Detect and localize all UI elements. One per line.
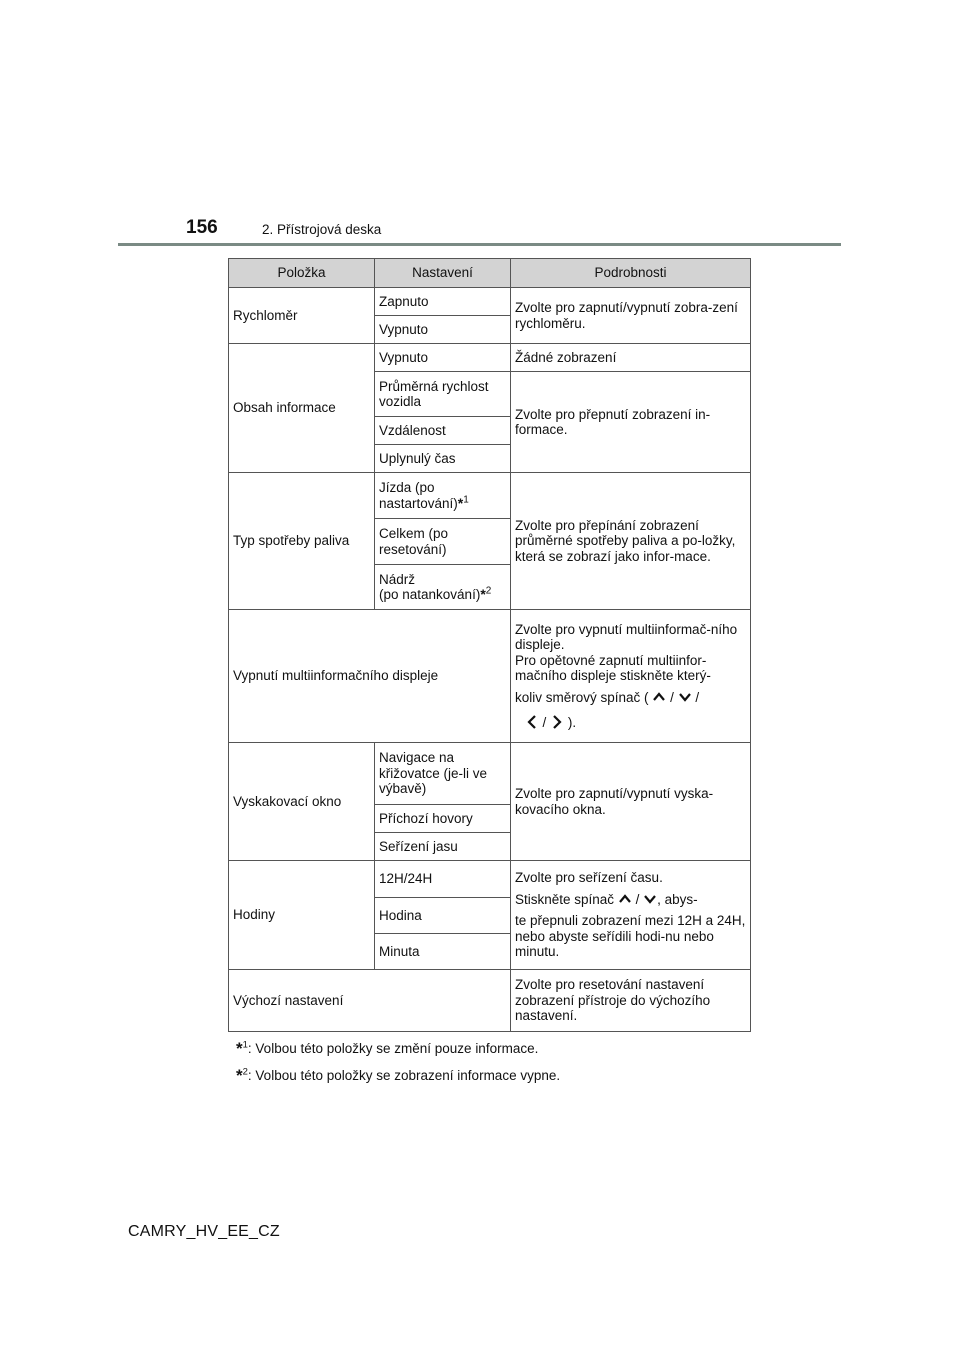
table-row xyxy=(229,970,751,1032)
setting-cell: Seřízení jasu xyxy=(375,833,511,861)
column-header: Položka xyxy=(229,259,375,288)
setting-cell: 12H/24H xyxy=(375,861,511,898)
details-cell xyxy=(511,610,751,743)
chevron-up-icon xyxy=(652,690,666,704)
chevron-right-icon xyxy=(550,715,564,729)
table-row xyxy=(229,861,751,898)
footnote-mark: * xyxy=(236,1066,243,1085)
item-cell: Obsah informace xyxy=(229,344,375,473)
details-text: koliv směrový spínač ( xyxy=(515,689,649,705)
column-header: Podrobnosti xyxy=(511,259,751,288)
setting-cell: Průměrná rychlost vozidla xyxy=(375,372,511,417)
setting-label: (po natankování) xyxy=(379,587,481,602)
table-row xyxy=(229,743,751,805)
details-cell: Žádné zobrazení xyxy=(511,344,751,372)
chevron-left-icon xyxy=(525,715,539,729)
table-row xyxy=(229,610,751,743)
details-text: Pro opětovné zapnutí multiinfor-mačního displeje stiskněte který- xyxy=(515,652,711,683)
details-cell: Zvolte pro přepínání zobrazení průměrné spotřeby paliva a po-ložky, která se zobrazí jako infor-mace. xyxy=(511,473,751,610)
footnote-mark: * xyxy=(480,586,486,602)
details-text: te přepnuli zobrazení mezi 12H a 24H, nebo abyste seřídili hodi-nu nebo minutu. xyxy=(515,913,746,960)
setting-cell: Hodina xyxy=(375,898,511,934)
page-number: 156 xyxy=(186,217,218,238)
column-header: Nastavení xyxy=(375,259,511,288)
item-cell: Výchozí nastavení xyxy=(229,970,511,1032)
details-text: Zvolte pro seřízení času. xyxy=(515,870,663,886)
setting-label: Jízda (po nastartování) xyxy=(379,480,458,511)
separator: / xyxy=(635,891,640,907)
footnote-text: : Volbou této položky se změní pouze informace. xyxy=(247,1041,539,1056)
details-cell xyxy=(511,861,751,970)
details-cell: Zvolte pro zapnutí/vypnutí zobra-zení rychloměru. xyxy=(511,288,751,344)
setting-label: Nádrž xyxy=(379,571,416,587)
document-id: CAMRY_HV_EE_CZ xyxy=(128,1223,280,1240)
setting-cell: Zapnuto xyxy=(375,288,511,316)
header-rule xyxy=(118,243,841,246)
item-cell: Hodiny xyxy=(229,861,375,970)
setting-cell: Minuta xyxy=(375,934,511,970)
setting-cell: Vypnuto xyxy=(375,316,511,344)
footnote-number: 2 xyxy=(485,585,492,597)
table-row xyxy=(229,288,751,316)
chevron-down-icon xyxy=(643,892,657,906)
details-text: Stiskněte spínač xyxy=(515,891,615,907)
details-text: ). xyxy=(567,715,577,730)
footnote-number: 2 xyxy=(242,1066,248,1078)
footnote-mark: * xyxy=(457,494,464,511)
settings-table xyxy=(228,258,751,1032)
item-cell: Rychloměr xyxy=(229,288,375,344)
item-cell: Vyskakovací okno xyxy=(229,743,375,861)
setting-cell xyxy=(375,473,511,519)
footnote-2 xyxy=(236,1066,560,1086)
table-row xyxy=(229,344,751,372)
footnote-number: 1 xyxy=(463,494,469,505)
item-cell: Vypnutí multiinformačního displeje xyxy=(229,610,511,743)
footnote-number: 1 xyxy=(242,1039,248,1051)
details-text: , abys- xyxy=(657,891,698,907)
details-cell: Zvolte pro resetování nastavení zobrazení přístroje do výchozího nastavení. xyxy=(511,970,751,1032)
details-text: Zvolte pro vypnutí multiinformač-ního displeje. xyxy=(515,621,738,652)
separator: / xyxy=(542,715,547,730)
chevron-up-icon xyxy=(618,892,632,906)
footnote-mark: * xyxy=(236,1039,243,1058)
table-header-row xyxy=(229,259,751,288)
footnote-text: : Volbou této položky se zobrazení informace vypne. xyxy=(247,1068,561,1083)
setting-cell: Celkem (po resetování) xyxy=(375,519,511,565)
separator: / xyxy=(670,689,674,705)
separator: / xyxy=(695,689,700,705)
setting-cell: Příchozí hovory xyxy=(375,805,511,833)
setting-cell xyxy=(375,565,511,610)
setting-cell: Uplynulý čas xyxy=(375,445,511,473)
setting-cell: Vzdálenost xyxy=(375,417,511,445)
chapter-title: 2. Přístrojová deska xyxy=(262,222,382,237)
table-row xyxy=(229,473,751,519)
item-cell: Typ spotřeby paliva xyxy=(229,473,375,610)
setting-cell: Vypnuto xyxy=(375,344,511,372)
chevron-down-icon xyxy=(678,690,692,704)
details-cell: Zvolte pro zapnutí/vypnutí vyska-kovacího okna. xyxy=(511,743,751,861)
details-cell: Zvolte pro přepnutí zobrazení in-formace. xyxy=(511,372,751,473)
setting-cell: Navigace na křižovatce (je-li ve výbavě) xyxy=(375,743,511,805)
footnote-1 xyxy=(236,1039,538,1059)
